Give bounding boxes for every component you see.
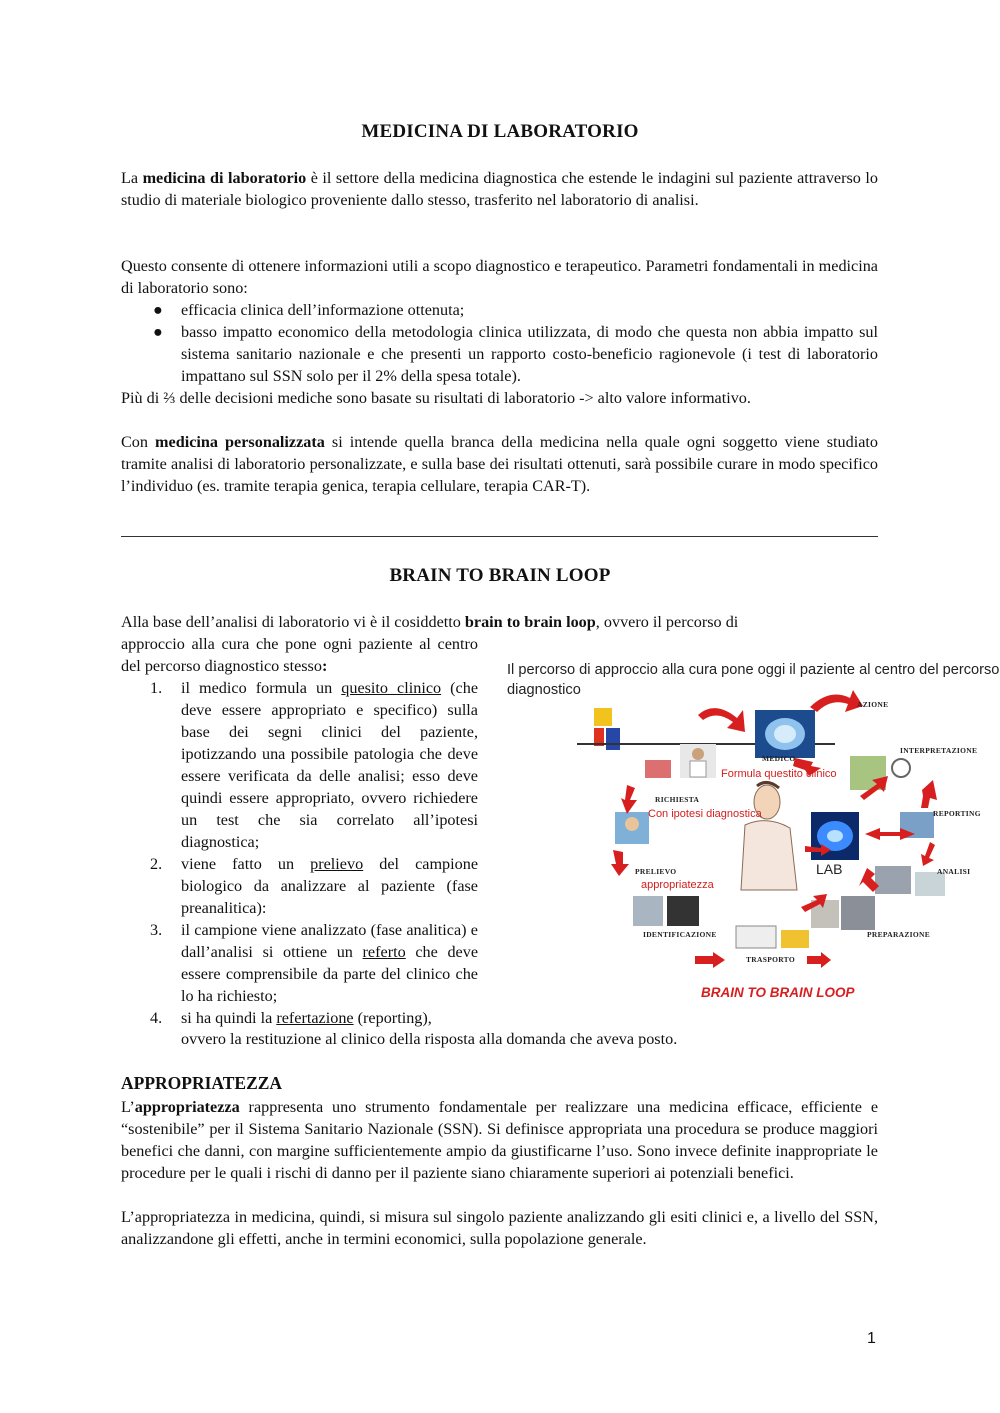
arrow-icon bbox=[810, 690, 863, 712]
section-title-brain-loop: BRAIN TO BRAIN LOOP bbox=[389, 565, 611, 586]
prelievo-image-head bbox=[625, 817, 639, 831]
text: rappresenta uno strumento fondamentale per realizzare una medicina efficace, efficiente e “sostenibile” per il Sistema Sanitario Nazionale (SSN). Si definisce appropriata una procedura se produce maggiori benefici che danni, con margine sufficientemente ampio da giustificarne l’uso. Sono invece definite inappropriate le procedure per le quali i rischi di danno per il paziente siano chiaramente superiori ai potenziali benefici. bbox=[121, 1098, 878, 1182]
text: si ha quindi la bbox=[181, 1009, 277, 1027]
underlined-term: quesito clinico bbox=[341, 679, 442, 697]
step-number: 3. bbox=[150, 921, 163, 939]
text: viene fatto un bbox=[181, 855, 311, 873]
analisi-image-a bbox=[875, 866, 911, 894]
arrow-icon bbox=[698, 708, 745, 732]
loop-diagram bbox=[505, 660, 1000, 1010]
identificazione-image-a bbox=[633, 896, 663, 926]
colon: : bbox=[321, 657, 328, 675]
step-number: 1. bbox=[150, 679, 163, 697]
step4-continuation: ovvero la restituzione al clinico della risposta alla domanda che aveva posto. bbox=[181, 1030, 678, 1048]
label-identificazione: IDENTIFICAZIONE bbox=[643, 930, 717, 939]
label-reporting: REPORTING bbox=[933, 809, 981, 818]
arrow-icon bbox=[611, 850, 629, 876]
text: L’ bbox=[121, 1098, 135, 1116]
section-title-medicina: MEDICINA DI LABORATORIO bbox=[361, 121, 639, 142]
list-item-text: efficacia clinica dell’informazione ottenuta; bbox=[181, 301, 465, 319]
bullet-list bbox=[121, 299, 878, 387]
ambulance-image bbox=[736, 926, 776, 948]
step-item bbox=[121, 1007, 478, 1029]
lab-brain-image bbox=[811, 812, 859, 860]
text: , ovvero il percorso di bbox=[595, 613, 739, 631]
figure-caption: Il percorso di approccio alla cura pone oggi il paziente al centro del percorso diagnostico bbox=[507, 662, 1000, 698]
arrow-icon bbox=[921, 842, 935, 866]
text: il campione viene analizzato (fase analitica) e dall’analisi si ottiene un bbox=[181, 921, 478, 961]
text: si intende quella branca della medicina nella quale ogni soggetto viene studiato tramite analisi di laboratorio personalizzate, e sulla base dei risultati ottenuti, sarà possibile curare in modo specifico l’individuo (es. tramite terapia genica, terapia cellulare, terapia CAR-T). bbox=[121, 433, 878, 495]
underlined-term: referto bbox=[362, 943, 406, 961]
text: il medico formula un bbox=[181, 679, 342, 697]
step-item bbox=[121, 853, 478, 919]
step-item bbox=[121, 919, 478, 1007]
label-appropriatezza: appropriatezza bbox=[641, 879, 714, 891]
label-analisi: ANALISI bbox=[937, 867, 971, 876]
deco-blue-square bbox=[606, 728, 620, 750]
label-azione: AZIONE bbox=[857, 700, 889, 709]
text: (reporting), bbox=[353, 1009, 432, 1027]
text: approccio alla cura che pone ogni paziente al centro del percorso diagnostico stesso bbox=[121, 635, 478, 675]
text: La bbox=[121, 169, 143, 187]
richiesta-image bbox=[645, 760, 671, 778]
arrow-icon bbox=[807, 952, 831, 968]
label-ipotesi-diagnostica: Con ipotesi diagnostica bbox=[648, 808, 762, 820]
identificazione-image-b bbox=[667, 896, 699, 926]
deco-yellow-square bbox=[594, 708, 612, 726]
bold-term: brain to brain loop bbox=[464, 613, 596, 631]
preparazione-image-b bbox=[841, 896, 875, 930]
label-richiesta: RICHIESTA bbox=[655, 795, 700, 804]
step-number: 2. bbox=[150, 855, 163, 873]
bold-term: medicina di laboratorio bbox=[142, 169, 307, 187]
text: Con bbox=[121, 433, 156, 451]
paragraph-misura: L’appropriatezza in medicina, quindi, si misura sul singolo paziente analizzando gli esiti clinici e, a livello del SSN, analizzandone gli effetti, anche in termini economici, sulla popolazione generale. bbox=[121, 1208, 878, 1248]
page-number: 1 bbox=[867, 1330, 876, 1347]
paragraph-parametri: Questo consente di ottenere informazioni utili a scopo diagnostico e terapeutico. Parametri fondamentali in medicina di laboratorio sono: bbox=[121, 257, 878, 297]
underlined-term: prelievo bbox=[310, 855, 364, 873]
list-item bbox=[121, 299, 878, 321]
label-trasporto: TRASPORTO bbox=[746, 955, 795, 964]
label-medico: MEDICO bbox=[762, 754, 796, 763]
paragraph-appropriatezza bbox=[121, 1096, 878, 1184]
paragraph-definition bbox=[121, 167, 878, 211]
doctor-image bbox=[680, 744, 716, 778]
brain-loop-left-column bbox=[121, 633, 478, 1029]
arrow-icon bbox=[921, 780, 937, 808]
stethoscope-icon bbox=[892, 759, 910, 777]
brain-to-brain-loop-figure bbox=[505, 660, 1000, 1010]
text: (che deve essere appropriato e specifico) sulla base dei segni clinici del paziente, ipotizzando una possibile patologia che deve essere verificata da delle analisi; esso deve quindi essere appropriato, ovvero richiedere un test che sia correlato all’ipotesi diagnostica; bbox=[181, 679, 479, 851]
bullet-icon: ● bbox=[153, 323, 163, 341]
patient-image bbox=[741, 782, 797, 890]
paragraph-decisioni: Più di ⅔ delle decisioni mediche sono basate su risultati di laboratorio -> alto valore informativo. bbox=[121, 389, 751, 407]
section-title-appropriatezza: APPROPRIATEZZA bbox=[121, 1073, 283, 1093]
steps-list bbox=[121, 677, 478, 1029]
bold-term: appropriatezza bbox=[134, 1098, 240, 1116]
list-item bbox=[121, 321, 878, 387]
step-item bbox=[121, 677, 478, 853]
label-prelievo: PRELIEVO bbox=[635, 867, 677, 876]
arrow-icon bbox=[621, 785, 637, 814]
truck-image bbox=[781, 930, 809, 948]
text: è il settore della medicina diagnostica che estende le indagini sul paziente attraverso lo studio di materiale biologico proveniente dallo stesso, trasferito nel laboratorio di analisi. bbox=[121, 169, 878, 209]
label-preparazione: PREPARAZIONE bbox=[867, 930, 931, 939]
arrow-icon bbox=[695, 952, 725, 968]
bold-term: medicina personalizzata bbox=[155, 433, 325, 451]
text: del campione biologico da analizzare al paziente (fase preanalitica): bbox=[181, 855, 479, 917]
bullet-icon: ● bbox=[153, 301, 163, 319]
text: che deve essere comprensibile da parte del clinico che lo ha richiesto; bbox=[181, 943, 478, 1005]
list-item-text: basso impatto economico della metodologia clinica utilizzata, di modo che questa non abbia impatto sul sistema sanitario nazionale e che presenti un rapporto costo-beneficio ragionevole (i test di laboratorio impattano sul SSN solo per il 2% della spesa totale). bbox=[181, 323, 878, 385]
label-formula-quesito: Formula questito clinico bbox=[721, 768, 837, 780]
text: Alla base dell’analisi di laboratorio vi è il cosiddetto bbox=[121, 613, 465, 631]
underlined-term: refertazione bbox=[276, 1009, 354, 1027]
loop-title: BRAIN TO BRAIN LOOP bbox=[701, 985, 855, 1000]
label-lab: LAB bbox=[816, 861, 843, 877]
label-interpretazione: INTERPRETAZIONE bbox=[900, 746, 978, 755]
paragraph-intro-line1 bbox=[121, 611, 878, 633]
paragraph-intro-cont bbox=[121, 633, 478, 677]
step-number: 4. bbox=[150, 1009, 163, 1027]
brain-image-top bbox=[755, 710, 815, 758]
paragraph-personalizzata bbox=[121, 431, 878, 497]
section-divider bbox=[121, 536, 878, 537]
